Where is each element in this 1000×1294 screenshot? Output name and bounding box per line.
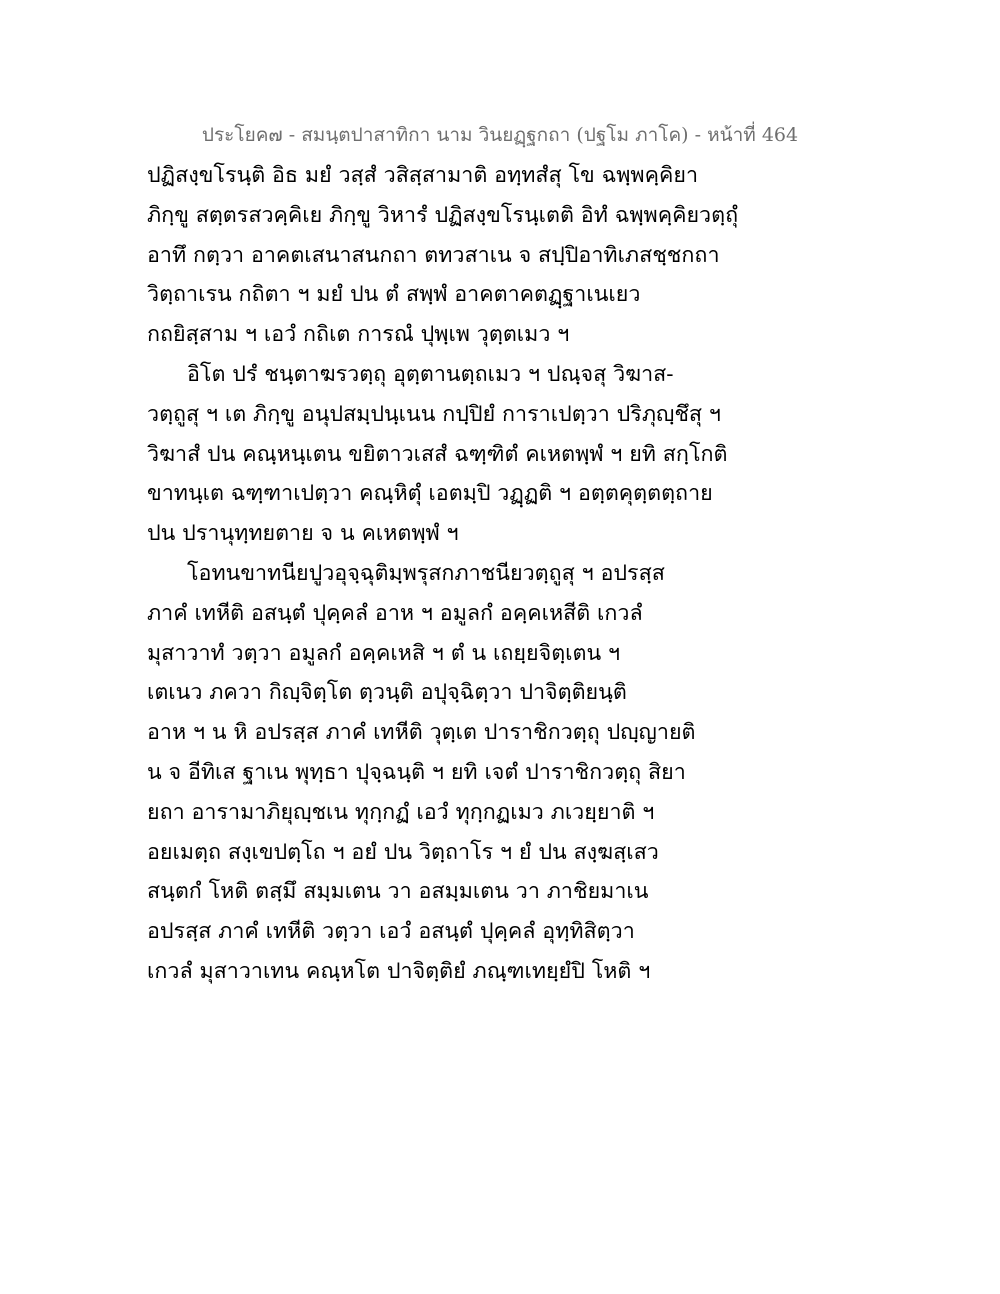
text-line: ยถา อารามาภิยุญฺชเน ทุกฺกฏํ เอวํ ทุกฺกฏเมว ภเวยฺยาติ ฯ [147,799,655,825]
text-line: เตเนว ภควา กิญฺจิตฺโต ตฺวนฺติ อปุจฺฉิตฺวา ปาจิตฺติยนฺติ [147,680,627,706]
text-line: ปน ปรานุทฺทยตาย จ น คเหตพฺพํ ฯ [147,521,459,547]
text-line: ภิกฺขู สตฺตรสวคฺคิเย ภิกฺขู วิหารํ ปฏิสงฺขโรนฺเตติ อิทํ ฉพฺพคฺคิยวตฺถุํ [147,202,739,228]
paragraph-start-line: โอทนขาทนียปูวอุจฺฉุติมฺพรุสกภาชนียวตฺถูสุ ฯ อปรสฺส [187,560,665,586]
text-line: วตฺถูสุ ฯ เต ภิกฺขู อนุปสมฺปนฺเนน กปฺปิยํ การาเปตฺวา ปริภุญฺชึสุ ฯ [147,401,721,427]
text-line: วิฆาสํ ปน คณฺหนฺเตน ขยิตาวเสสํ ฉฑฺฑิตํ คเหตพฺพํ ฯ ยทิ สกฺโกติ [147,441,728,467]
text-line: มุสาวาทํ วตฺวา อมูลกํ อคฺคเหสิ ฯ ตํ น เถยฺยจิตฺเตน ฯ [147,640,621,666]
text-line: สนฺตกํ โหติ ตสฺมึ สมฺมเตน วา อสมฺมเตน วา ภาชิยมาเน [147,879,649,905]
text-line: อาทึ กตฺวา อาคตเสนาสนกถา ตทวสาเน จ สปฺปิอาทิเภสชฺชกถา [147,242,720,268]
text-line: ขาทนฺเต ฉฑฺฑาเปตฺวา คณฺหิตุํ เอตมฺปิ วฏฺฏติ ฯ อตฺตคุตฺตตฺถาย [147,481,713,507]
paragraph-start-line: อิโต ปรํ ชนฺตาฆรวตฺถุ อุตฺตานตฺถเมว ฯ ปณฺจสุ วิฆาส- [187,361,674,387]
page-header: ประโยค๗ - สมนฺตปาสาทิกา นาม วินยฏฺฐกถา (ปฐโม ภาโค) - หน้าที่ 464 [201,124,799,146]
text-line: วิตฺถาเรน กถิตา ฯ มยํ ปน ตํ สพฺพํ อาคตาคตฏฺฐาเนเยว [147,282,641,308]
text-line: อาห ฯ น หิ อปรสฺส ภาคํ เทหีติ วุตฺเต ปาราชิกวตฺถุ ปญฺญายติ [147,720,696,746]
text-line: กถยิสฺสาม ฯ เอวํ กถิเต การณํ ปุพฺเพ วุตฺตเมว ฯ [147,322,570,348]
text-line: ปฏิสงฺขโรนฺติ อิธ มยํ วสฺสํ วสิสฺสามาติ อทฺทสํสุ โข ฉพฺพคฺคิยา [147,163,699,188]
text-line: น จ อีทิเส ฐาเน พุทฺธา ปุจฺฉนฺติ ฯ ยทิ เจตํ ปาราชิกวตฺถุ สิยา [147,759,686,785]
text-line: เกวลํ มุสาวาเทน คณฺหโต ปาจิตฺติยํ ภณฺฑเทยฺยํปิ โหติ ฯ [147,958,651,984]
body-text [147,156,867,992]
text-line: อปรสฺส ภาคํ เทหีติ วตฺวา เอวํ อสนฺตํ ปุคฺคลํ อุทฺทิสิตฺวา [147,919,635,945]
text-line: อยเมตฺถ สงฺเขปตฺโถ ฯ อยํ ปน วิตฺถาโร ฯ ยํ ปน สงฺฆสฺเสว [147,839,659,865]
text-line: ภาคํ เทหีติ อสนฺตํ ปุคฺคลํ อาห ฯ อมูลกํ อคฺคเหสีติ เกวลํ [147,600,643,626]
